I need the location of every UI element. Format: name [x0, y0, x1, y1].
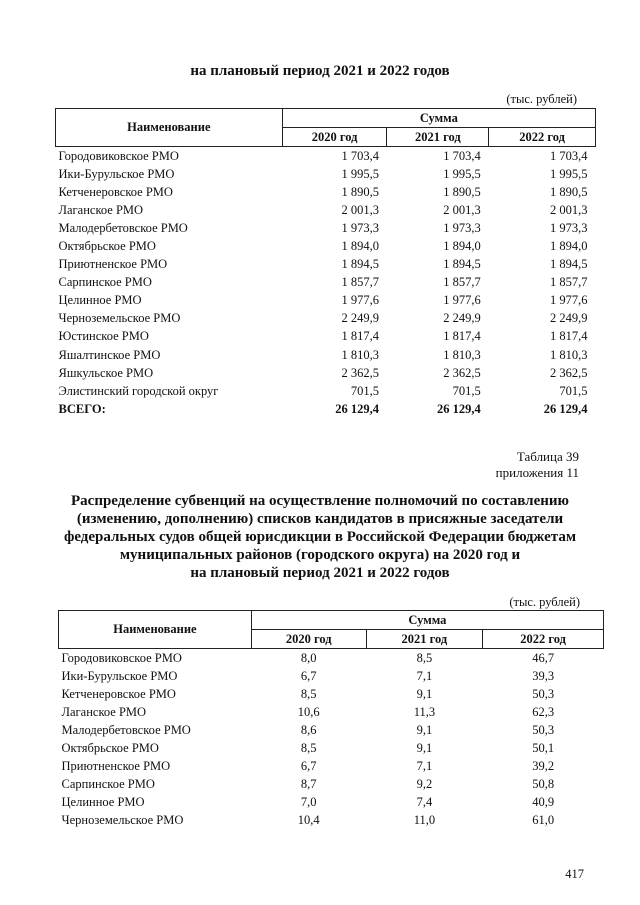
table1-header-sum: Сумма	[282, 109, 595, 128]
table2	[58, 610, 604, 830]
row-value-2022: 46,7	[532, 650, 555, 665]
row-name: Городовиковское РМО	[58, 148, 179, 163]
table1-unit: (тыс. рублей)	[506, 92, 577, 106]
table2-header-sum: Сумма	[251, 611, 603, 630]
table2-header-year: 2020 год	[251, 630, 366, 649]
row-value-2022: 50,8	[532, 777, 555, 792]
table-row	[59, 649, 604, 668]
table-row	[56, 256, 596, 274]
row-value-2020: 2 001,3	[341, 202, 379, 217]
row-value-2021: 1 977,6	[443, 293, 481, 308]
row-value-2020: 1 857,7	[341, 275, 379, 290]
table-row	[56, 274, 596, 292]
section2-title-line: на плановый период 2021 и 2022 годов	[190, 565, 450, 581]
row-name: Сарпинское РМО	[58, 275, 152, 290]
table1-header-year: 2020 год	[282, 128, 387, 147]
row-value-2022: 2 249,9	[550, 311, 588, 326]
table-row	[59, 685, 604, 703]
table1	[55, 108, 596, 418]
row-name: Кетченеровское РМО	[58, 184, 173, 199]
row-value-2021: 1 703,4	[443, 148, 481, 163]
table1-header-name: Наименование	[56, 109, 283, 147]
row-name: Октябрьское РМО	[58, 239, 156, 254]
row-value-2022: 1 703,4	[550, 148, 588, 163]
row-name: Приютненское РМО	[58, 257, 168, 272]
row-name: Яшкульское РМО	[58, 365, 154, 380]
row-value-2022: 2 362,5	[550, 365, 588, 380]
table-ref-line1: Таблица 39	[516, 449, 579, 464]
row-value-2022: 1 894,5	[550, 257, 588, 272]
total-value-2022: 26 129,4	[543, 401, 588, 416]
row-value-2021: 9,1	[416, 686, 433, 701]
table-row	[59, 794, 604, 812]
row-value-2021: 9,2	[416, 777, 433, 792]
table-row	[56, 310, 596, 328]
row-name: Целинное РМО	[61, 795, 145, 810]
table-row	[59, 812, 604, 830]
section2-title-line: (изменению, дополнению) списков кандидатов в присяжные заседатели	[76, 511, 564, 527]
row-name: Малодербетовское РМО	[58, 220, 188, 235]
row-value-2022: 62,3	[532, 704, 555, 719]
row-value-2020: 8,5	[300, 686, 317, 701]
row-value-2022: 1 810,3	[550, 347, 588, 362]
row-name: Ики-Бурульское РМО	[58, 166, 175, 181]
table1-header-year: 2021 год	[387, 128, 489, 147]
row-name: Черноземельское РМО	[61, 813, 184, 828]
row-value-2021: 701,5	[452, 383, 481, 398]
row-value-2022: 2 001,3	[550, 202, 588, 217]
row-value-2021: 2 001,3	[443, 202, 481, 217]
row-value-2020: 1 890,5	[341, 184, 379, 199]
row-value-2020: 1 973,3	[341, 220, 379, 235]
row-value-2020: 2 362,5	[341, 365, 379, 380]
row-name: Лаганское РМО	[61, 704, 147, 719]
row-name: Кетченеровское РМО	[61, 686, 176, 701]
row-name: Городовиковское РМО	[61, 650, 182, 665]
table2-header-name: Наименование	[59, 611, 252, 649]
table1-header-year: 2022 год	[489, 128, 596, 147]
total-row	[56, 400, 596, 418]
row-value-2022: 1 890,5	[550, 184, 588, 199]
row-value-2022: 50,3	[532, 722, 555, 737]
row-name: Элистинский городской округ	[58, 383, 219, 398]
row-value-2020: 8,7	[300, 777, 317, 792]
row-value-2020: 10,6	[297, 704, 320, 719]
table-row	[56, 328, 596, 346]
table2-header-year: 2021 год	[366, 630, 483, 649]
row-value-2020: 2 249,9	[341, 311, 379, 326]
row-value-2021: 1 857,7	[443, 275, 481, 290]
total-value-2020: 26 129,4	[335, 401, 379, 416]
table-row	[59, 703, 604, 721]
table2-unit: (тыс. рублей)	[509, 595, 580, 609]
table-row	[59, 721, 604, 739]
table2-header-year: 2022 год	[483, 630, 604, 649]
row-value-2021: 9,1	[416, 722, 433, 737]
section2-title-line: муниципальных районов (городского округа) на 2020 год и	[119, 547, 521, 563]
row-value-2021: 7,1	[416, 668, 433, 683]
top-title: на плановый период 2021 и 2022 годов	[190, 63, 450, 79]
row-value-2020: 6,7	[300, 759, 317, 774]
row-value-2022: 1 973,3	[550, 220, 588, 235]
row-name: Черноземельское РМО	[58, 311, 181, 326]
row-value-2020: 8,0	[300, 650, 317, 665]
row-value-2021: 1 817,4	[443, 329, 481, 344]
total-label: ВСЕГО:	[58, 401, 106, 416]
table-row	[59, 667, 604, 685]
row-value-2022: 61,0	[532, 813, 555, 828]
row-value-2021: 7,4	[416, 795, 433, 810]
row-value-2020: 10,4	[297, 813, 320, 828]
row-value-2021: 1 894,0	[443, 239, 481, 254]
row-value-2020: 7,0	[300, 795, 317, 810]
row-value-2020: 1 977,6	[341, 293, 379, 308]
row-name: Ики-Бурульское РМО	[61, 668, 178, 683]
table-row	[59, 758, 604, 776]
row-value-2021: 1 890,5	[443, 184, 481, 199]
page-number: 417	[565, 867, 584, 881]
row-name: Малодербетовское РМО	[61, 722, 191, 737]
table-row	[56, 346, 596, 364]
table-row	[56, 165, 596, 183]
row-value-2021: 1 995,5	[443, 166, 481, 181]
section2-title-line: Распределение субвенций на осуществление полномочий по составлению	[71, 493, 569, 509]
row-name: Октябрьское РМО	[61, 741, 159, 756]
row-value-2021: 11,0	[413, 813, 436, 828]
row-value-2021: 2 362,5	[443, 365, 481, 380]
row-value-2020: 8,5	[300, 741, 317, 756]
row-value-2022: 1 857,7	[550, 275, 588, 290]
row-name: Лаганское РМО	[58, 202, 144, 217]
table-row	[56, 364, 596, 382]
row-value-2021: 1 894,5	[443, 257, 481, 272]
section2-title	[0, 492, 640, 582]
row-value-2022: 39,2	[532, 759, 555, 774]
row-value-2022: 50,3	[532, 686, 555, 701]
row-value-2020: 1 703,4	[341, 148, 379, 163]
table-row	[59, 776, 604, 794]
row-name: Приютненское РМО	[61, 759, 171, 774]
row-value-2020: 1 995,5	[341, 166, 379, 181]
row-value-2022: 1 817,4	[550, 329, 588, 344]
table-row	[56, 183, 596, 201]
row-value-2022: 701,5	[559, 383, 588, 398]
row-value-2020: 701,5	[350, 383, 379, 398]
row-name: Сарпинское РМО	[61, 777, 155, 792]
table-row	[56, 147, 596, 166]
section2-title-line: федеральных судов общей юрисдикции в Российской Федерации бюджетам	[63, 529, 577, 545]
row-value-2020: 6,7	[300, 668, 317, 683]
total-value-2021: 26 129,4	[436, 401, 481, 416]
row-value-2021: 8,5	[416, 650, 433, 665]
row-value-2020: 1 810,3	[341, 347, 379, 362]
row-value-2022: 50,1	[532, 741, 555, 756]
table-ref-line2: приложения 11	[495, 465, 579, 480]
table-row	[56, 201, 596, 219]
table-row	[56, 219, 596, 237]
row-value-2020: 1 894,0	[341, 239, 379, 254]
row-value-2021: 11,3	[413, 704, 436, 719]
row-value-2022: 1 995,5	[550, 166, 588, 181]
row-value-2021: 1 810,3	[443, 347, 481, 362]
table-row	[56, 382, 596, 400]
row-value-2021: 2 249,9	[443, 311, 481, 326]
row-value-2022: 1 977,6	[550, 293, 588, 308]
row-value-2020: 1 817,4	[341, 329, 379, 344]
row-value-2021: 1 973,3	[443, 220, 481, 235]
row-value-2022: 39,3	[532, 668, 555, 683]
row-value-2020: 1 894,5	[341, 257, 379, 272]
table-row	[56, 237, 596, 255]
row-name: Яшалтинское РМО	[58, 347, 161, 362]
row-value-2020: 8,6	[300, 722, 317, 737]
row-value-2021: 7,1	[416, 759, 433, 774]
row-value-2021: 9,1	[416, 741, 433, 756]
table-ref	[380, 449, 579, 481]
row-value-2022: 1 894,0	[550, 239, 588, 254]
row-value-2022: 40,9	[532, 795, 555, 810]
table-row	[56, 292, 596, 310]
row-name: Целинное РМО	[58, 293, 142, 308]
row-name: Юстинское РМО	[58, 329, 149, 344]
table-row	[59, 739, 604, 757]
